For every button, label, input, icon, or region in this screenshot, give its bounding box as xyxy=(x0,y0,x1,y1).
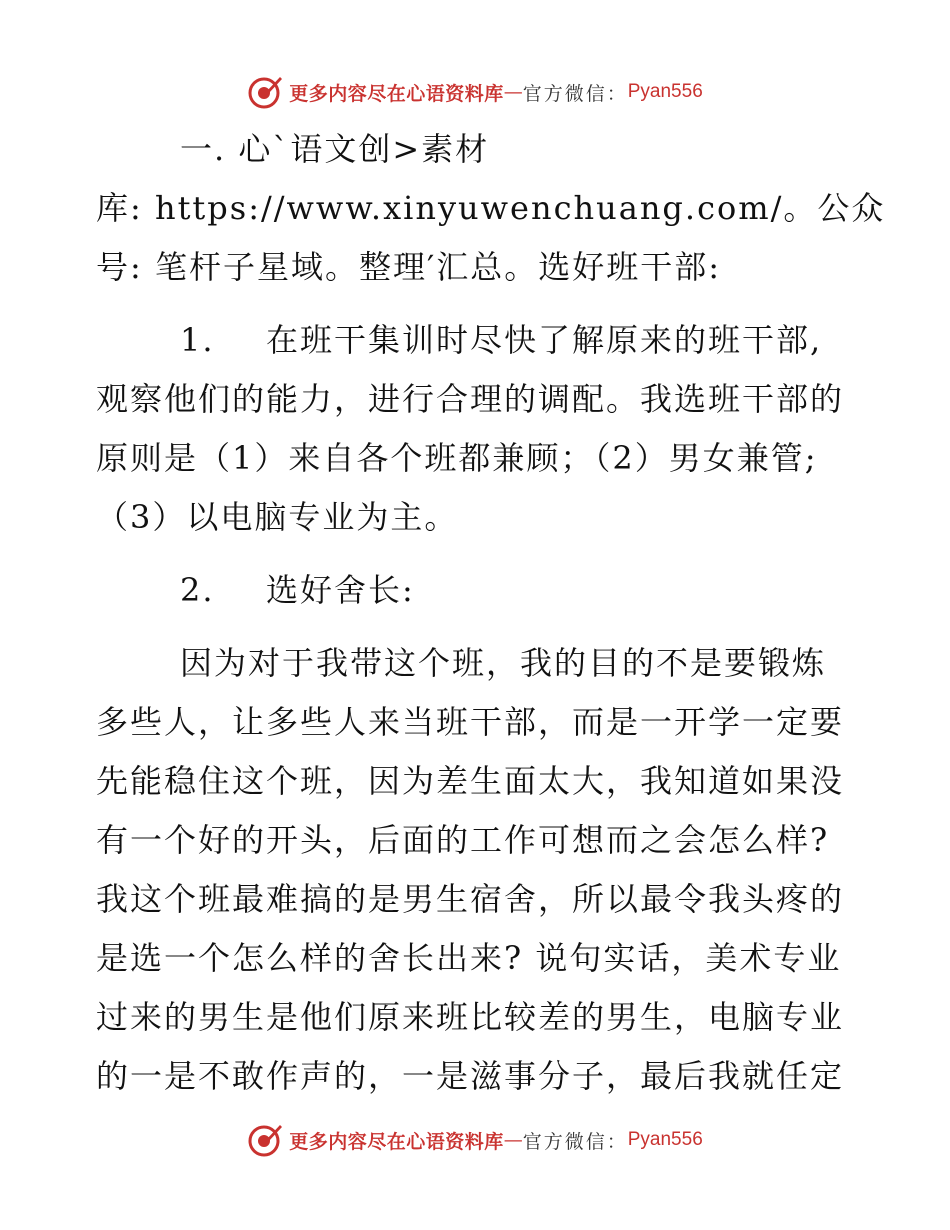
paragraph-2-line-3: 原则是（1）来自各个班都兼顾；（2）男女兼管; xyxy=(96,439,818,477)
quill-logo-icon xyxy=(247,74,283,110)
list-number-2: 2. xyxy=(180,571,215,609)
banner-official-text: 官方微信： xyxy=(522,82,628,105)
paragraph-3-line-1 xyxy=(96,561,856,620)
banner-official-text: 官方微信： xyxy=(522,1130,628,1153)
paragraph-2-line-4: （3）以电脑专业为主。 xyxy=(96,498,459,536)
paragraph-3-text: 选好舍长: xyxy=(266,571,415,609)
banner-main-text: 更多内容尽在心语资料库 xyxy=(289,82,504,105)
paragraph-4-line-6: 是选一个怎么样的舍长出来? 说句实话，美术专业 xyxy=(96,939,842,977)
list-number-1: 1. xyxy=(180,321,215,359)
paragraph-2-line-1 xyxy=(96,311,856,370)
paragraph-4-line-5: 我这个班最难搞的是男生宿舍，所以最令我头疼的 xyxy=(96,880,845,918)
paragraph-1-line-3: 号: 笔杆子星域。整理′汇总。选好班干部: xyxy=(96,248,722,286)
paragraph-4-line-7: 过来的男生是他们原来班比较差的男生，电脑专业 xyxy=(96,998,845,1036)
footer-banner xyxy=(0,1118,950,1162)
paragraph-1-line-1: 一. 心`语文创>素材 xyxy=(180,130,490,168)
paragraph-2-first-text: 在班干集训时尽快了解原来的班干部, xyxy=(266,321,823,359)
paragraph-4-line-4: 有一个好的开头，后面的工作可想而之会怎么样? xyxy=(96,821,830,859)
banner-separator: — xyxy=(503,1129,523,1151)
banner-wechat-id: Pyan556 xyxy=(627,1129,703,1150)
banner-wechat-id: Pyan556 xyxy=(627,81,703,102)
paragraph-4-line-3: 先能稳住这个班，因为差生面太大，我知道如果没 xyxy=(96,762,845,800)
quill-logo-icon xyxy=(247,1122,283,1158)
paragraph-4-line-2: 多些人，让多些人来当班干部，而是一开学一定要 xyxy=(96,703,845,741)
header-banner xyxy=(0,70,950,114)
document-body xyxy=(96,120,886,1106)
paragraph-1-line-2: 库: https://www.xinyuwenchuang.com/。公众 xyxy=(96,189,886,227)
paragraph-2-line-2: 观察他们的能力，进行合理的调配。我选班干部的 xyxy=(96,380,845,418)
banner-separator: — xyxy=(503,81,523,103)
paragraph-4-line-1: 因为对于我带这个班，我的目的不是要锻炼 xyxy=(180,644,827,682)
banner-main-text: 更多内容尽在心语资料库 xyxy=(289,1130,504,1153)
paragraph-4-line-8: 的一是不敢作声的，一是滋事分子，最后我就任定 xyxy=(96,1057,845,1095)
